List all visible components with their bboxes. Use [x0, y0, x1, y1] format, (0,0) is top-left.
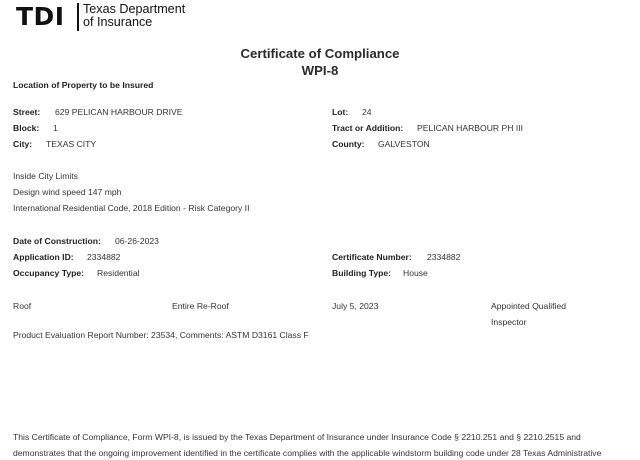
building-code-note: International Residential Code, 2018 Edition - Risk Category II	[13, 203, 250, 213]
county-label: County:	[332, 139, 365, 149]
inspector-line-1: Appointed Qualified	[491, 301, 567, 311]
certificate-form: WPI-8	[301, 63, 339, 78]
county-value: GALVESTON	[378, 139, 430, 149]
product-evaluation-report: Product Evaluation Report Number: 23534, Comments: ASTM D3161 Class F	[13, 330, 309, 340]
application-id-label: Application ID:	[13, 252, 74, 262]
block-value: 1	[53, 123, 58, 133]
tract-label: Tract or Addition:	[332, 123, 404, 133]
logo-text	[83, 3, 185, 28]
street-label: Street:	[13, 107, 41, 117]
certificate-number-value: 2334882	[427, 252, 461, 262]
construction-date-label: Date of Construction:	[13, 236, 101, 246]
block-label: Block:	[13, 123, 40, 133]
inspector-line-2: Inspector	[491, 317, 527, 327]
application-id-value: 2334882	[87, 252, 121, 262]
certificate-title: Certificate of Compliance	[240, 46, 400, 61]
certificate-number-label: Certificate Number:	[332, 252, 412, 262]
city-label: City:	[13, 139, 33, 149]
building-type-value: House	[403, 268, 428, 278]
building-type-label: Building Type:	[332, 268, 392, 278]
city-value: TEXAS CITY	[46, 139, 97, 149]
improvement-description: Entire Re-Roof	[172, 301, 229, 311]
improvement-date: July 5, 2023	[332, 301, 379, 311]
wind-speed-note: Design wind speed 147 mph	[13, 187, 122, 197]
occupancy-type-label: Occupancy Type:	[13, 268, 84, 278]
city-limits-note: Inside City Limits	[13, 171, 78, 181]
footer-line-2: demonstrates that the ongoing improvement identified in the certificate complies with the applicable windstorm building code under 28 Texas Administrative	[13, 448, 602, 458]
logo-line-2: of Insurance	[83, 14, 153, 29]
tract-value: PELICAN HARBOUR PH III	[417, 123, 524, 133]
construction-date-value: 06-26-2023	[115, 236, 159, 246]
lot-label: Lot:	[332, 107, 349, 117]
section-heading: Location of Property to be Insured	[13, 80, 154, 90]
improvement-item: Roof	[13, 301, 32, 311]
footer-line-1: This Certificate of Compliance, Form WPI-8, is issued by the Texas Department of Insurance under Insurance Code § 2210.251 and § 2210.2515 and	[13, 432, 581, 442]
lot-value: 24	[362, 107, 372, 117]
logo-mark: TDI	[16, 2, 65, 31]
street-value: 629 PELICAN HARBOUR DRIVE	[55, 107, 183, 117]
logo-line-1: Texas Department	[83, 2, 186, 16]
logo-divider	[77, 3, 79, 31]
occupancy-type-value: Residential	[97, 268, 140, 278]
